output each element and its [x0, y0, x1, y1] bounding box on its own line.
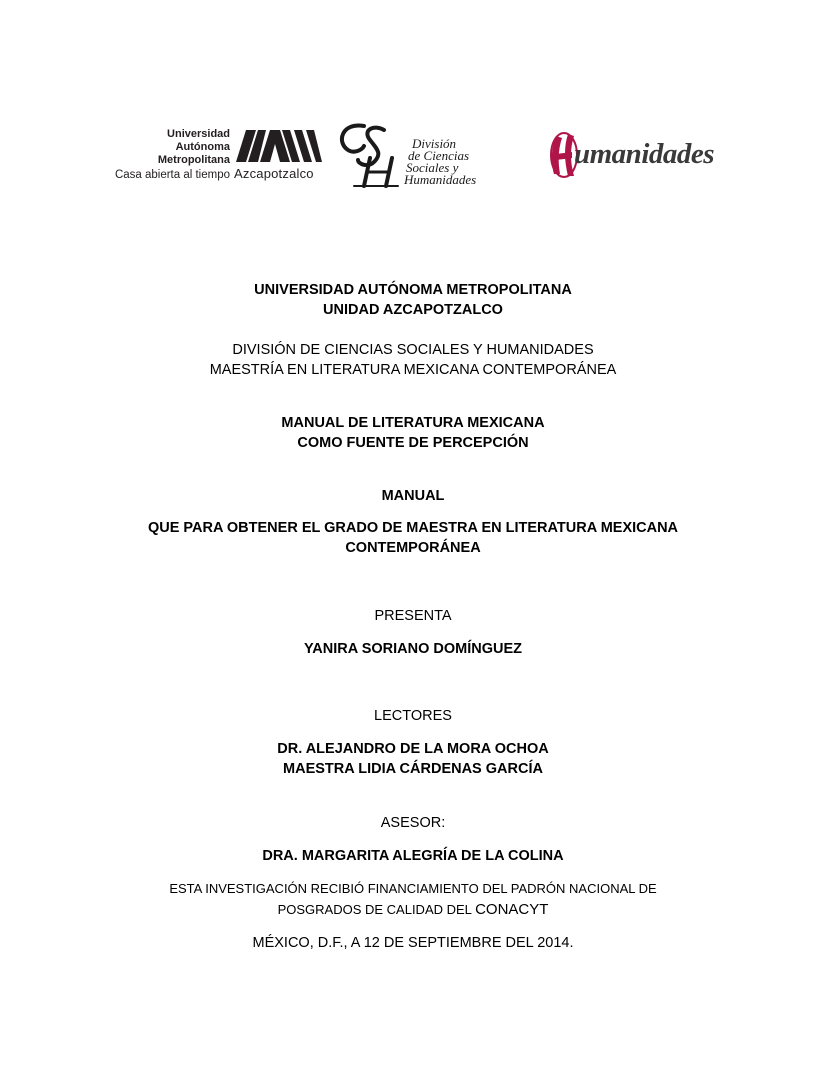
readers-block	[0, 739, 826, 779]
degree-line-2: CONTEMPORÁNEA	[345, 540, 481, 556]
uam-line-1: Universidad	[167, 128, 230, 140]
document-type	[0, 486, 826, 506]
division-name: DIVISIÓN DE CIENCIAS SOCIALES Y HUMANIDADES	[232, 342, 594, 358]
humanidades-logo	[550, 130, 715, 186]
uam-line-3: Metropolitana	[157, 154, 230, 166]
funding-line-1: ESTA INVESTIGACIÓN RECIBIÓ FINANCIAMIENTO DEL PADRÓN NACIONAL DE	[169, 881, 657, 896]
funding-line-2	[0, 899, 826, 920]
uam-logo-text	[110, 128, 230, 182]
funding-line-2-prefix: POSGRADOS DE CALIDAD DEL	[277, 902, 472, 917]
humanidades-wordmark: umanidades	[574, 138, 715, 170]
degree-block	[0, 518, 826, 558]
readers-label-block	[0, 706, 826, 726]
presenter-label-block	[0, 606, 826, 626]
advisor-label: ASESOR:	[380, 815, 446, 831]
advisor-name-block	[0, 846, 826, 866]
csh-monogram-icon	[334, 120, 406, 190]
reader-2: MAESTRA LIDIA CÁRDENAS GARCÍA	[283, 761, 543, 777]
csh-line-1: División	[412, 136, 457, 151]
document-type-label: MANUAL	[381, 488, 445, 504]
title-block	[0, 413, 826, 453]
funding-block	[0, 878, 826, 920]
place-date: MÉXICO, D.F., A 12 DE SEPTIEMBRE DEL 2014.	[252, 935, 574, 951]
logo-header	[0, 118, 826, 198]
uam-unit-label: Azcapotzalco	[234, 166, 314, 181]
funding-org: CONACYT	[475, 901, 549, 918]
readers-label: LECTORES	[374, 708, 452, 724]
uam-line-2: Autónoma	[175, 141, 230, 153]
csh-line-3: Sociales y	[406, 160, 459, 175]
advisor-name: DRA. MARGARITA ALEGRÍA DE LA COLINA	[262, 848, 564, 864]
csh-line-4: Humanidades	[404, 172, 477, 187]
uam-tagline: Casa abierta al tiempo	[114, 169, 230, 181]
presenter-name: YANIRA SORIANO DOMÍNGUEZ	[303, 641, 523, 657]
division-block	[0, 340, 826, 380]
uam-logo-icon	[236, 130, 322, 162]
advisor-label-block	[0, 813, 826, 833]
degree-line-1: QUE PARA OBTENER EL GRADO DE MAESTRA EN LITERATURA MEXICANA	[147, 520, 679, 536]
csh-division-text	[404, 138, 476, 186]
university-unit: UNIDAD AZCAPOTZALCO	[323, 302, 503, 318]
reader-1: DR. ALEJANDRO DE LA MORA OCHOA	[277, 741, 549, 757]
program-name: MAESTRÍA EN LITERATURA MEXICANA CONTEMPORÁNEA	[209, 362, 617, 378]
presenter-label: PRESENTA	[374, 608, 452, 624]
csh-line-2: de Ciencias	[408, 148, 470, 163]
university-block	[0, 280, 826, 320]
place-date-block	[0, 933, 826, 953]
university-name: UNIVERSIDAD AUTÓNOMA METROPOLITANA	[254, 282, 572, 298]
presenter-name-block	[0, 639, 826, 659]
title-line-1: MANUAL DE LITERATURA MEXICANA	[281, 415, 545, 431]
title-line-2: COMO FUENTE DE PERCEPCIÓN	[297, 435, 529, 451]
